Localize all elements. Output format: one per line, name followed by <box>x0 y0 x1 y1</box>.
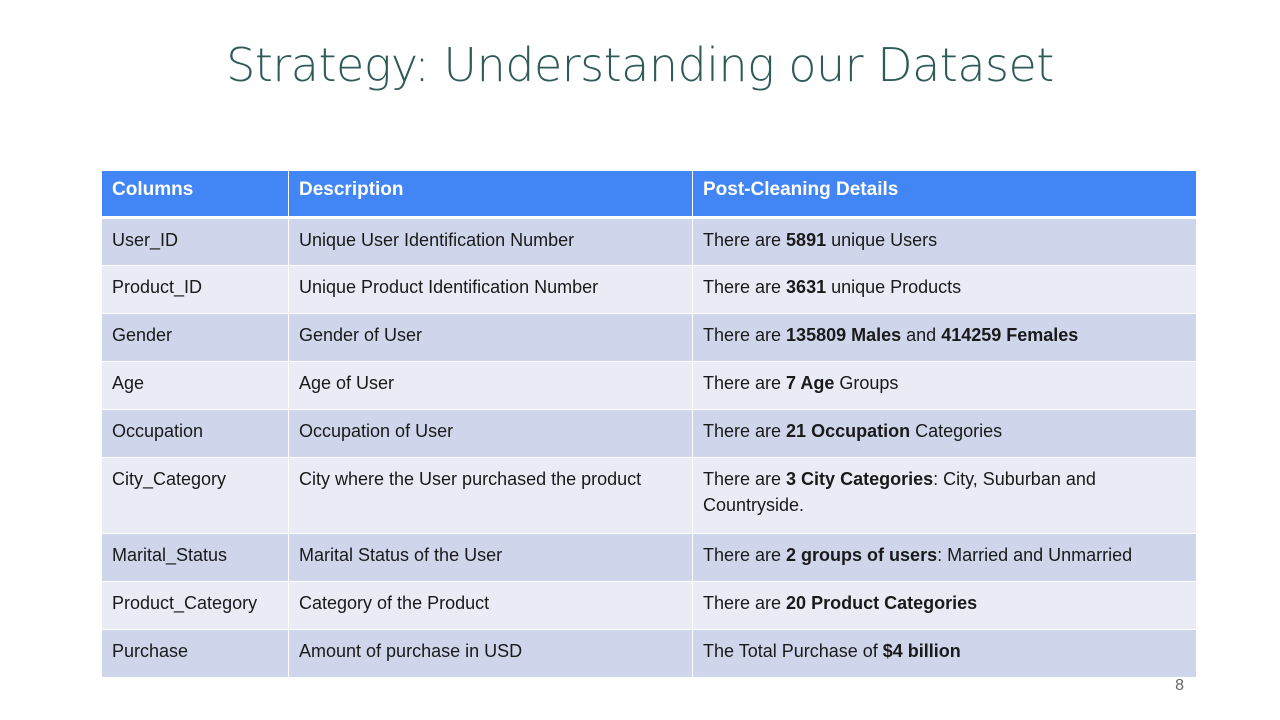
cell-column-name: Product_ID <box>102 266 289 314</box>
slide-title: Strategy: Understanding our Dataset <box>226 38 1054 92</box>
cell-column-name: Age <box>102 362 289 410</box>
details-text: There are <box>703 277 787 297</box>
table-body <box>102 218 1197 678</box>
cell-description: Amount of purchase in USD <box>289 630 693 678</box>
details-highlight: 3631 <box>786 277 827 297</box>
cell-details <box>693 218 1197 266</box>
header-post-cleaning-details: Post-Cleaning Details <box>693 171 1197 218</box>
table-row <box>102 362 1197 410</box>
details-text: and <box>901 325 942 345</box>
cell-column-name: Purchase <box>102 630 289 678</box>
details-highlight: 20 Product Categories <box>786 593 978 613</box>
details-text: There are <box>703 325 787 345</box>
details-highlight: 3 City Categories <box>786 469 934 489</box>
details-text: : City, Suburban and Countryside. <box>703 469 1096 515</box>
cell-description: Marital Status of the User <box>289 534 693 582</box>
cell-details <box>693 266 1197 314</box>
cell-column-name: Occupation <box>102 410 289 458</box>
details-text: unique Users <box>826 230 938 250</box>
cell-column-name: Product_Category <box>102 582 289 630</box>
cell-details <box>693 314 1197 362</box>
table-row <box>102 266 1197 314</box>
header-description: Description <box>289 171 693 218</box>
cell-description: Category of the Product <box>289 582 693 630</box>
details-highlight: 7 Age <box>786 373 835 393</box>
details-text: : Married and Unmarried <box>937 545 1133 565</box>
cell-column-name: City_Category <box>102 458 289 534</box>
cell-column-name: Gender <box>102 314 289 362</box>
details-highlight: 21 Occupation <box>786 421 911 441</box>
table-row <box>102 410 1197 458</box>
details-highlight: $4 billion <box>882 641 961 661</box>
details-text: Groups <box>834 373 899 393</box>
details-text: unique Products <box>826 277 962 297</box>
cell-column-name: Marital_Status <box>102 534 289 582</box>
header-columns: Columns <box>102 171 289 218</box>
table-row <box>102 314 1197 362</box>
cell-details <box>693 630 1197 678</box>
details-highlight: 414259 Females <box>941 325 1079 345</box>
details-highlight: 2 groups of users <box>786 545 938 565</box>
table-row <box>102 218 1197 266</box>
cell-description: Gender of User <box>289 314 693 362</box>
table-row <box>102 534 1197 582</box>
cell-description: Unique Product Identification Number <box>289 266 693 314</box>
table-row <box>102 582 1197 630</box>
details-text: There are <box>703 373 787 393</box>
details-text: The Total Purchase of <box>703 641 883 661</box>
details-text: Categories <box>910 421 1003 441</box>
details-text: There are <box>703 545 787 565</box>
cell-details <box>693 582 1197 630</box>
details-text: There are <box>703 230 787 250</box>
table-row <box>102 630 1197 678</box>
dataset-table <box>101 170 1197 678</box>
cell-description: City where the User purchased the product <box>289 458 693 534</box>
cell-details <box>693 362 1197 410</box>
details-text: There are <box>703 593 787 613</box>
page-number: 8 <box>1175 677 1184 694</box>
details-text: There are <box>703 421 787 441</box>
cell-details <box>693 458 1197 534</box>
cell-description: Age of User <box>289 362 693 410</box>
table-row <box>102 458 1197 534</box>
table-header-row <box>102 171 1197 218</box>
cell-description: Unique User Identification Number <box>289 218 693 266</box>
cell-column-name: User_ID <box>102 218 289 266</box>
details-highlight: 135809 Males <box>786 325 902 345</box>
cell-description: Occupation of User <box>289 410 693 458</box>
cell-details <box>693 534 1197 582</box>
details-highlight: 5891 <box>786 230 827 250</box>
cell-details <box>693 410 1197 458</box>
details-text: There are <box>703 469 787 489</box>
